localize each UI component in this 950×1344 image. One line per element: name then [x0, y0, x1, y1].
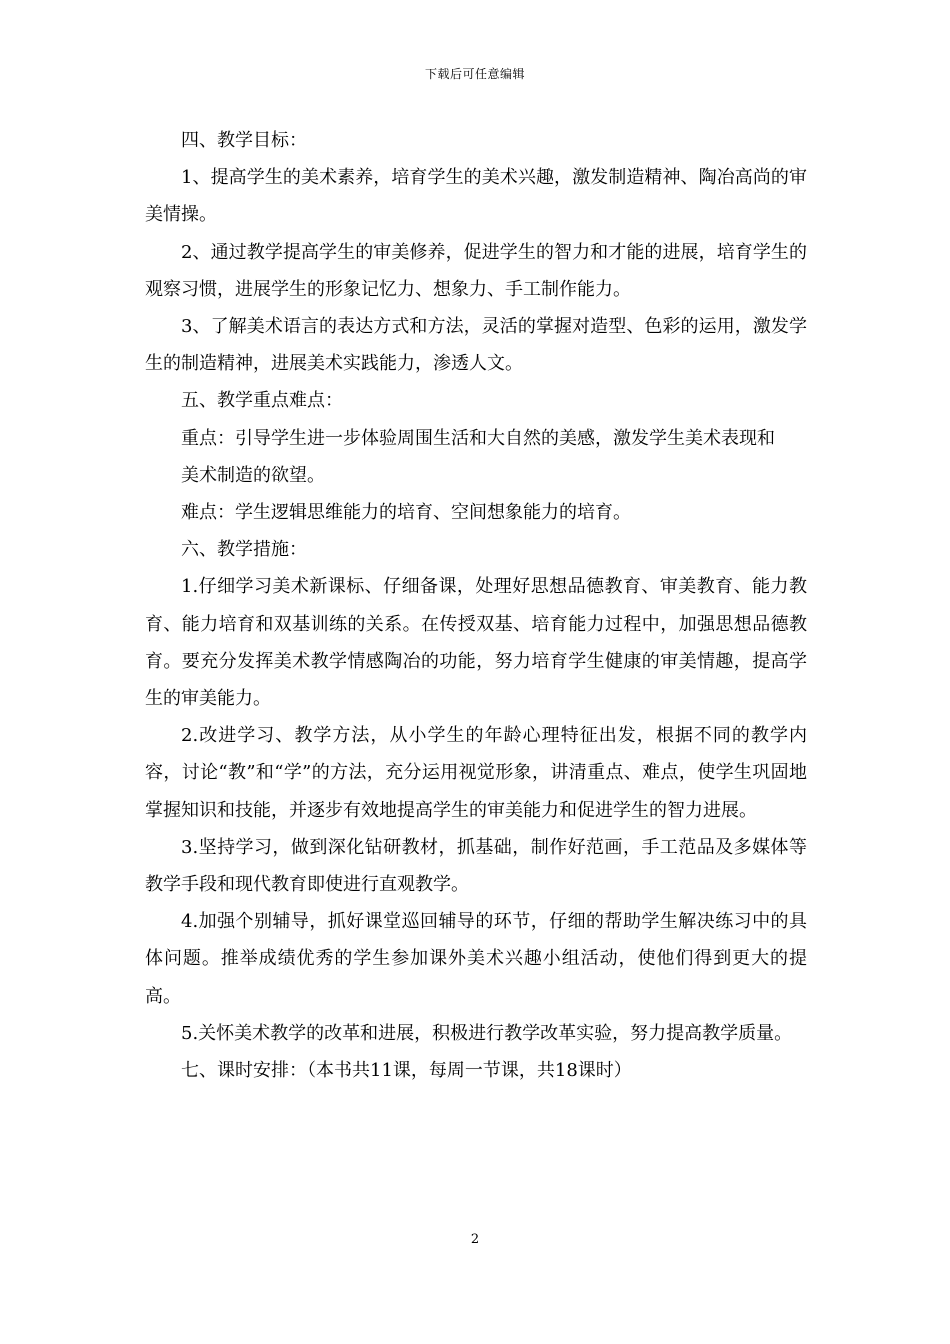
- page-number: 2: [470, 1232, 480, 1247]
- paragraph-measure-1: 1.仔细学习美术新课标、仔细备课，处理好思想品德教育、审美教育、能力教育、能力培育和双基训练的关系。在传授双基、培育能力过程中，加强思想品德教育。要充分发挥美术教学情感陶冶的功能，努力培育学生健康的审美情趣，提高学生的审美能力。: [145, 576, 807, 710]
- section-heading-schedule: 七、课时安排：（本书共11课，每周一节课，共18课时）: [181, 1060, 632, 1082]
- paragraph-measure-2: 2.改进学习、教学方法，从小学生的年龄心理特征出发，根据不同的教学内容，讨论“教”和“学”的方法，充分运用视觉形象，讲清重点、难点，使学生巩固地掌握知识和技能，并逐步有效地提高学生的审美能力和促进学生的智力进展。: [145, 725, 807, 821]
- section-heading-teaching-measures: 六、教学措施：: [181, 539, 307, 561]
- paragraph-measure-5: 5.关怀美术教学的改革和进展，积极进行教学改革实验，努力提高教学质量。: [181, 1022, 793, 1044]
- page-header: 下载后可任意编辑: [424, 67, 525, 81]
- paragraph-goal-3: 3、了解美术语言的表达方式和方法，灵活的掌握对造型、色彩的运用，激发学生的制造精神，进展美术实践能力，渗透人文。: [145, 316, 807, 375]
- section-heading-teaching-goals: 四、教学目标：: [181, 130, 307, 151]
- paragraph-difficult-point: 难点：学生逻辑思维能力的培育、空间想象能力的培育。: [181, 502, 631, 524]
- paragraph-key-point: 重点：引导学生进一步体验周围生活和大自然的美感，激发学生美术表现和: [181, 427, 775, 449]
- paragraph-goal-2: 2、通过教学提高学生的审美修养，促进学生的智力和才能的进展，培育学生的观察习惯，进展学生的形象记忆力、想象力、手工制作能力。: [145, 241, 807, 300]
- section-heading-key-points: 五、教学重点难点：: [181, 390, 343, 412]
- paragraph-key-point-continued: 美术制造的欲望。: [181, 464, 325, 486]
- paragraph-measure-4: 4.加强个别辅导，抓好课堂巡回辅导的环节，仔细的帮助学生解决练习中的具体问题。推举成绩优秀的学生参加课外美术兴趣小组活动，使他们得到更大的提高。: [145, 911, 807, 1007]
- paragraph-goal-1: 1、提高学生的美术素养，培育学生的美术兴趣，激发制造精神、陶冶高尚的审美情操。: [145, 167, 807, 226]
- document-body: [145, 122, 807, 1089]
- paragraph-measure-3: 3.坚持学习，做到深化钻研教材，抓基础，制作好范画，手工范品及多媒体等教学手段和现代教育即使进行直观教学。: [145, 836, 807, 896]
